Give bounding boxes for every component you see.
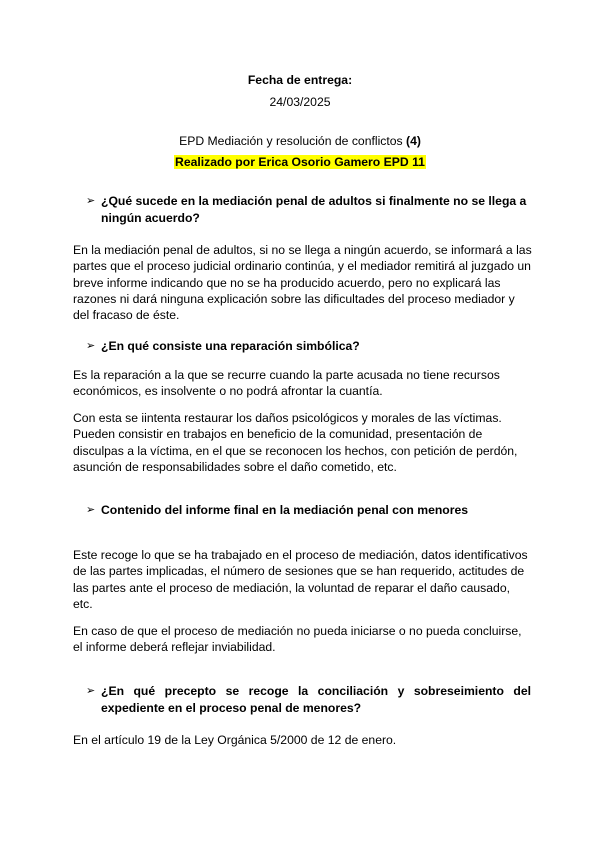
date-value: 24/03/2025 — [269, 95, 331, 109]
answer-2-paragraph-2: Con esta se iintenta restaurar los daños psicológicos y morales de las víctimas. Pueden consistir en trabajos en beneficio de la comunidad, presentación de disculpas a la víctima, en el que se reconocen los hechos, con petición de perdón, asunción de responsabilidades sobre el daño cometido, etc. — [73, 411, 518, 474]
arrow-bullet-icon: ➢ — [86, 504, 96, 516]
answer-1-paragraph-1: En la mediación penal de adultos, si no se llega a ningún acuerdo, se informará a las partes que el proceso judicial ordinario continúa, y el mediador remitirá al juzgado un breve informe indicando que no se ha producido acuerdo, pero no explicará las razones ni dará ninguna explicación sobre las dificultades del proceso mediador y del fracaso de éste. — [73, 243, 532, 323]
question-text: Contenido del informe final en la mediación penal con menores — [101, 503, 469, 517]
question-3 — [86, 502, 531, 519]
question-text: ¿En qué precepto se recoge la conciliación y sobreseimiento del expediente en el proceso penal de menores? — [101, 684, 531, 715]
author-line — [0, 154, 600, 170]
answer-2-paragraph-1: Es la reparación a la que se recurre cuando la parte acusada no tiene recursos económicos, es insolvente o no podrá afrontar la cuantía. — [73, 368, 500, 399]
answer-3-paragraph-2: En caso de que el proceso de mediación no pueda iniciarse o no pueda concluirse, el informe deberá reflejar inviabilidad. — [73, 624, 522, 655]
question-1 — [86, 193, 531, 227]
subject-text: EPD Mediación y resolución de conflictos — [179, 134, 407, 148]
arrow-bullet-icon: ➢ — [86, 340, 96, 352]
question-text: ¿Qué sucede en la mediación penal de adultos si finalmente no se llega a ningún acuerdo? — [101, 194, 527, 225]
subject-number: (4) — [406, 134, 421, 148]
answer-3-paragraph-1: Este recoge lo que se ha trabajado en el proceso de mediación, datos identificativos de las partes implicadas, el número de sesiones que se han requerido, actitudes de las partes ante el proceso de mediación, la voluntad de reparar el daño causado, etc. — [73, 548, 528, 611]
author-highlight: Realizado por Erica Osorio Gamero EPD 11 — [175, 155, 425, 169]
arrow-bullet-icon: ➢ — [86, 685, 96, 697]
question-4 — [86, 683, 531, 717]
arrow-bullet-icon: ➢ — [86, 195, 96, 207]
answer-4-paragraph-1: En el artículo 19 de la Ley Orgánica 5/2000 de 12 de enero. — [73, 733, 397, 747]
subject-line — [0, 133, 600, 149]
question-2 — [86, 338, 531, 355]
date-label: Fecha de entrega: — [247, 73, 353, 87]
question-text: ¿En qué consiste una reparación simbólica? — [101, 339, 360, 353]
